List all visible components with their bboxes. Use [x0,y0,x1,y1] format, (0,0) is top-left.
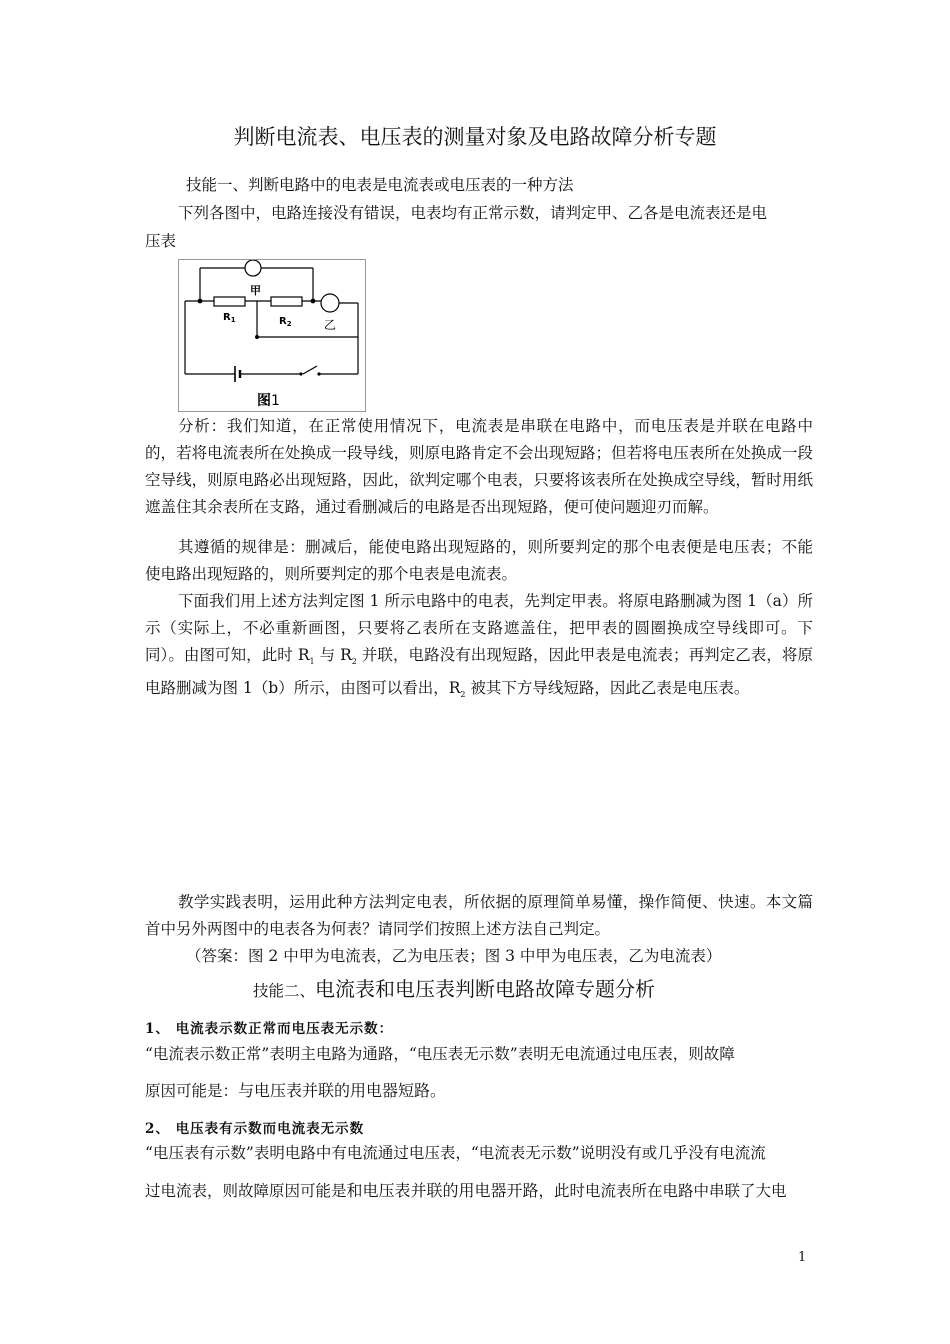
label-r2: $R_2$ [279,316,292,328]
circuit-figure-1 [178,259,366,412]
item1-text-line-1: “电流表示数正常”表明主电路为通路，“电压表无示数”表明无电流通过电压表，则故障 [145,1045,735,1063]
item1-heading: 1、 电流表示数正常而电压表无示数： [145,1021,394,1037]
intro-line-2: 压表 [145,232,177,250]
page-title: 判断电流表、电压表的测量对象及电路故障分析专题 [233,125,717,149]
skill2-heading: 技能二、电流表和电压表判断电路故障专题分析 [253,977,656,1001]
circuit-diagram [179,260,365,411]
label-jia: 甲 [250,284,261,297]
rule-paragraph: 其遵循的规律是：删减后，能使电路出现短路的，则所要判定的那个电表便是电压表；不能使电路出现短路的，则所要判定的那个电表是电流表。 [145,538,813,583]
figure-caption: 图1 [257,393,280,409]
item2-heading: 2、 电压表有示数而电流表无示数 [145,1121,365,1137]
label-r1: $R_1$ [223,312,236,324]
page-number: 1 [798,1250,807,1265]
item2-text-line-2: 过电流表，则故障原因可能是和电压表并联的用电器开路，此时电流表所在电路中串联了大电 [145,1181,787,1200]
method-paragraph: 下面我们用上述方法判定图 1 所示电路中的电表，先判定甲表。将原电路删减为图 1（a）所示（实际上，不必重新画图，只要将乙表所在支路遮盖住，把甲表的圆圈换成空导线即可。下同）。由图可知，此时 $R_1$ 与 $R_2$ 并联，电路没有出现短路，因此甲表是电流表；再判定乙表，将原电路删减为图 1（b）所示，由图可以看出，$R_2$ 被其下方导线短路，因此乙表是电压表。 [145,592,813,699]
item2-text-line-1: “电压表有示数”表明电路中有电流通过电压表，“电流表无示数”说明没有或几乎没有电流流 [145,1144,766,1162]
skill1-heading: 技能一、判断电路中的电表是电流表或电压表的一种方法 [186,176,574,194]
intro-line-1: 下列各图中，电路连接没有错误，电表均有正常示数，请判定甲、乙各是电流表还是电 [178,204,768,222]
answer-line: （答案：图 2 中甲为电流表，乙为电压表；图 3 中甲为电压表，乙为电流表） [186,947,722,965]
analysis-paragraph: 分析：我们知道，在正常使用情况下，电流表是串联在电路中，而电压表是并联在电路中的，若将电流表所在处换成一段导线，则原电路肯定不会出现短路；但若将电压表所在处换成一段空导线，则原电路必出现短路，因此，欲判定哪个电表，只要将该表所在处换成空导线，暂时用纸遮盖住其余表所在支路，通过看删减后的电路是否出现短路，便可使问题迎刃而解。 [145,417,813,516]
practice-paragraph: 教学实践表明，运用此种方法判定电表，所依据的原理简单易懂，操作简便、快速。本文篇首中另外两图中的电表各为何表？请同学们按照上述方法自己判定。 [145,893,813,938]
item1-text-line-2: 原因可能是：与电压表并联的用电器短路。 [145,1081,446,1100]
label-yi: 乙 [324,318,337,332]
